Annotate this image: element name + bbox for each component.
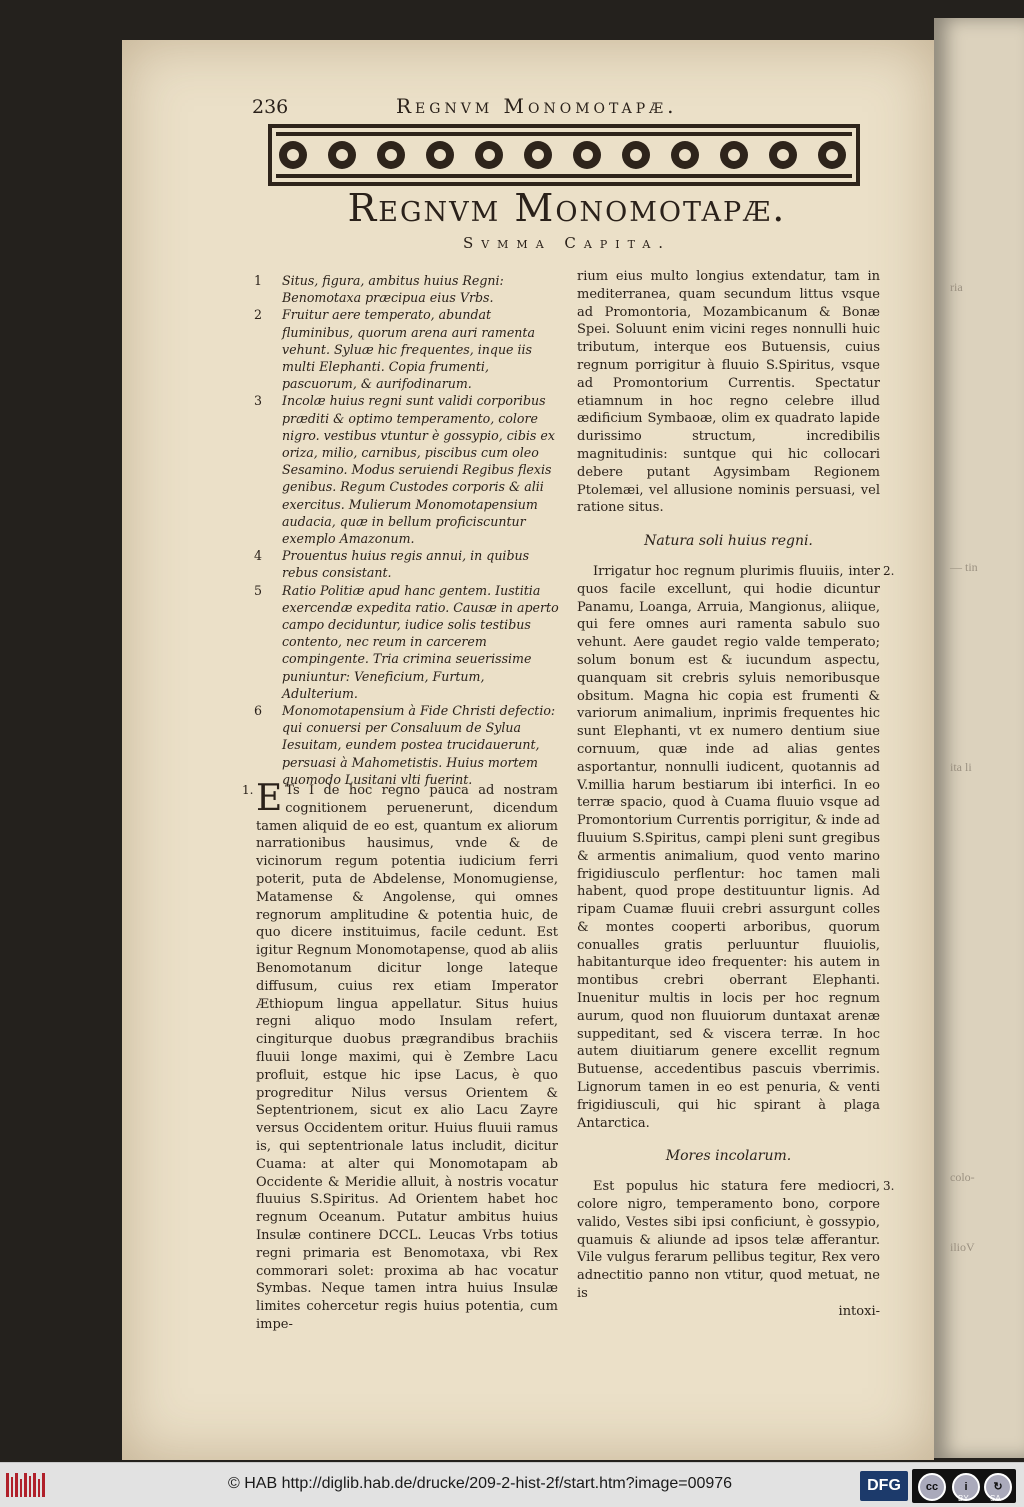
summary-number: 3 bbox=[254, 393, 263, 409]
scan-area: ria — tin ita li colo- ilioV 236 Regnvm Monomotapæ. Regnvm Monomotapæ. Svmma Capita. 1 Situs, figura, ambitus huius Regni: Benomotaxa præcipua eius Vrbs. 2 Fruitur aere temperato, abundat fluminibus, quorum arena auri ramenta vehunt. Syluæ hic frequentes, inque iis multi Elephanti. Copia frumenti, pascuorum, & aurifodinarum. 3 Incolæ huius regni sunt validi corporibus præditi & optimo temperamento, colore nigro. vestibus vtuntur è gossypio, cibis ex oriza, milio, carnibus, piscibus cum oleo Sesamino. Modus seruiendi Regibus flexis genibus. Regum Custodes corporis & alii exercitus. Mulierum Monomotapensium audacia, quæ in bellum proficiscuntur exemplo Amazonum. 4 Prouentus huius regis annui, in quibus rebus consistant. 5 Ratio Politiæ apud hanc gentem. Iustitia exercendæ expedita ratio. Causæ in aperto campo deciduntur, iudice solis testibus contento, nec reum in carcerem compingente. Tria crimina seuerissime puniuntur: Veneficium, Furtum, Adulterium. 6 Monomotapensium à Fide Christi defectio: qui conuersi per Consaluum de Sylua Iesuitam, eundem postea trucidauerunt, persuasi à Mahometistis. Huius mortem quomodo Lusitani vlti fuerint. 1. E Ts I de hoc regno pauca ad nostram cognitionem peruenerunt, dicendum tamen aliquid de eo est, quantum ex aliorum narrationibus hausimus, vnde & de vicinorum regum potentia iudicium ferri poterit, puta de Abdelense, Monomugiense, Matamense & Angolense, qui omnes regnorum amplitudine & potentia huic, de quo dicere instituimus, facile cedunt. Est igitur Regnum Monomotapense, quod ab aliis Benomotanum dicitur longe lateque diffusum, cuius rex etiam Imperator Æthiopum lingua appellatur. Situs huius regni aliquo modo Insulam refert, cingiturque duobus prægrandibus brachiis fluuii longe maximi, qui è Zembre Lacu profluit, estque hic ipse Lacus, è quo progreditur Nilus versus Orientem & Septentrionem, sicut ex alio Lacu Zayre versus Occidentem oritur. Huius fluuii ramus is, qui septentrionale latus includit, dicitur Cuama: at alter qui Monomotapam ab Occidente & Meridie alluit, à nostris vocatur fluuius S.Spiritus. Ad Orientem habet hoc regnum Oceanum. Putatur ambitus huius Insulæ continere DCCL. Leucas Vrbs totius regni primaria est Benomotaxa, vbi Rex commorari solet: proxima ab hac vocatur Symbas. Neque tamen intra huius Insulæ limites cohercetur regis huius potentia, cum impe- rium eius multo longius extendatur, tam in mediterranea, quam secundum littus vsque ad Promontoria, Mozambicanum & Bonæ Spei. Soluunt enim vicini reges nonnulli huic tributum, interque eos Butuensis, cuius regnum porrigitur à fluuio S.Spiritus, vsque ad Promontorium Currentis. Spectatur etiamnum in hoc regno celebre illud ædificium Symbaoæ, olim ex quadrato lapide durissimo structum, incredibilis magnitudinis: suntque qui hic collocari debere putant Agysimbam Regionem Ptolemæi, vel allusione nominis persuasi, vel ratione situs. Natura soli huius regni. 2. Irrigatur hoc regnum plurimis fluuiis, inter quos facile excellunt, qui hodie dicuntur Panamu, Loanga, Arruia, Mangionus, aliique, qui fere omnes auri ramenta sabulo suo vehunt. Aere gaudet regio valde temperato; solum bonum est & iucundum aspectu, quanquam sit crebris syluis nemoribusque obsitum. Magna hic copia est frumenti & variorum animalium, inprimis frequentes hic sunt Elephanti, vt ex numero dentium siue cornuum, quæ inde ad alias gentes asportantur, nonnulli iudicent, quotannis ad V.millia harum bestiarum ibi interfici. In eo terræ spacio, quod à Cuama fluuio vsque ad Promontorium Currentis porrigitur, & inde ad fluuium S.Spiritus, campi pleni sunt gregibus & armentis animalium, quod vento marino frigidiusculo perflentur: hoc tamen mali habent, quod prope destituuntur lignis. Ad ripam Cuamæ fluuii crebri assurgunt colles & montes cooperti arboribus, quorum conualles gratis perluuntur fluuiolis, habitanturque ideo frequenter: his autem in montibus crebri oberrant Elephanti. Inuenitur multis in locis per hoc regnum aurum, quod non fluuiorum duntaxat arenæ suppeditant, sed & viscera terræ. In hoc autem diuitiarum genere excellit regnum Butuense, accedentibus pascuis vberrimis. Lignorum tamen in eo est penuria, & venti frigidiusculi, qui hic spirant à plaga Antarctica. Mores incolarum. 3. Est populus hic statura fere mediocri, colore nigro, temperamento bono, corpore valido, Vestes sibi ipsi conficiunt, è gossypio, quamuis & aliunde ad ipsos telæ afferantur. Vile vulgus ferarum pellibus tegitur, Rex vero adnectitio panno non vtitur, quod metuat, ne is intoxi- bbox=[0, 0, 1024, 1462]
body-paragraph bbox=[242, 778, 558, 1334]
summary-item bbox=[254, 306, 564, 392]
summary-list bbox=[254, 272, 564, 788]
cc-sa-label: SA bbox=[990, 1494, 1001, 1503]
cc-by-label: BY bbox=[958, 1494, 969, 1503]
body-paragraph: Est populus hic statura fere mediocri, colore nigro, temperamento bono, corpore valido, Vestes sibi ipsi conficiunt, è gossypio, quamuis & aliunde ad ipsos telæ afferantur. Vile vulgus ferarum pellibus tegitur, Rex vero adnectitio panno non vtitur, quod metuat, ne is bbox=[577, 1179, 880, 1302]
paragraph-text: Ts I de hoc regno pauca ad nostram cognitionem peruenerunt, dicendum tamen aliquid de eo est, quantum ex aliorum narrationibus hausimus, vnde & de vicinorum regum potentia iudicium ferri poterit, puta de Abdelense, Monomugiense, Matamense & Angolense, qui omnes regnorum amplitudine & potentia huic, de quo dicere instituimus, facile cedunt. Est igitur Regnum Monomotapense, quod ab aliis Benomotanum dicitur longe lateque diffusum, cuius rex etiam Imperator Æthiopum lingua appellatur. Situs huius regni aliquo modo Insulam refert, cingiturque duobus prægrandibus brachiis fluuii longe maximi, qui è Zembre Lacu profluit, estque hic ipse Lacus, è quo progreditur Nilus versus Orientem & Septentrionem, sicut ex alio Lacu Zayre versus Occidentem oritur. Huius fluuii ramus is, qui septentrionale latus includit, dicitur Cuama: at alter qui Monomotapam ab Occidente & Meridie alluit, à nostris vocatur fluuius S.Spiritus. Ad Orientem habet hoc regnum Oceanum. Putatur ambitus huius Insulæ continere DCCL. Leucas Vrbs totius regni primaria est Benomotaxa, vbi Rex commorari solet: proxima ab hac vocatur Symbas. Neque tamen intra huius Insulæ limites cohercetur regis huius potentia, cum impe- bbox=[256, 783, 558, 1332]
running-head bbox=[252, 92, 722, 122]
summa-capita-heading: Svmma Capita. bbox=[462, 234, 672, 252]
summary-number: 2 bbox=[254, 307, 263, 323]
right-column bbox=[577, 268, 895, 1321]
summary-text: Incolæ huius regni sunt validi corporibus præditi & optimo temperamento, colore nigro. vestibus vtuntur è gossypio, cibis ex oriza, milio, carnibus, piscibus cum oleo Sesamino. Modus seruiendi Regibus flexis genibus. Regum Custodes corporis & alii exercitus. Mulierum Monomotapensium audacia, quæ in bellum proficiscuntur exemplo Amazonum. bbox=[282, 393, 555, 547]
left-column bbox=[242, 778, 558, 1334]
summary-item bbox=[254, 272, 564, 306]
copyright-link[interactable]: © HAB http://diglib.hab.de/drucke/209-2-hist-2f/start.htm?image=00976 bbox=[228, 1475, 733, 1492]
summary-text: Fruitur aere temperato, abundat fluminibus, quorum arena auri ramenta vehunt. Syluæ hic frequentes, inque iis multi Elephanti. Copia frumenti, pascuorum, & aurifodinarum. bbox=[282, 307, 535, 392]
margin-number: 1. bbox=[242, 783, 254, 797]
page-number: 236 bbox=[252, 96, 289, 118]
summary-text: Ratio Politiæ apud hanc gentem. Iustitia exercendæ expedita ratio. Causæ in aperto campo deciduntur, iudice solis testibus contento, nec reum in carcerem compingente. Tria crimina seuerissime puniuntur: Veneficium, Furtum, Adulterium. bbox=[282, 582, 559, 701]
summary-item bbox=[254, 582, 564, 702]
summary-item bbox=[254, 547, 564, 581]
hab-logo-icon bbox=[6, 1471, 46, 1499]
ornamental-band bbox=[268, 124, 860, 186]
summary-text: Prouentus huius regis annui, in quibus rebus consistant. bbox=[282, 548, 530, 581]
summary-number: 4 bbox=[254, 548, 263, 564]
body-paragraph: rium eius multo longius extendatur, tam in mediterranea, quam secundum littus vsque ad Promontoria, Mozambicanum & Bonæ Spei. Soluunt enim vicini reges nonnulli huic tributum, interque eos Butuensis, cuius regnum porrigitur à fluuio S.Spiritus, vsque ad Promontorium Currentis. Spectatur etiamnum in hoc regno celebre illud ædificium Symbaoæ, olim ex quadrato lapide durissimo structum, incredibilis magnitudinis: suntque qui hic collocari debere putant Agysimbam Regionem Ptolemæi, vel allusione nominis persuasi, vel ratione situs. bbox=[577, 269, 880, 516]
summary-item bbox=[254, 702, 564, 788]
share-alike-icon: ↻ bbox=[984, 1473, 1012, 1501]
margin-number: 2. bbox=[883, 563, 895, 578]
drop-cap: E bbox=[256, 778, 283, 819]
running-title: Regnvm Monomotapæ. bbox=[396, 94, 678, 118]
summary-number: 5 bbox=[254, 582, 263, 598]
catchword: intoxi- bbox=[838, 1303, 880, 1319]
section-customs bbox=[577, 1178, 895, 1303]
body-paragraph: Irrigatur hoc regnum plurimis fluuiis, inter quos facile excellunt, qui hodie dicuntur Panamu, Loanga, Arruia, Mangionus, aliique, qui fere omnes auri ramenta sabulo suo vehunt. Aere gaudet regio valde temperato; solum bonum est & iucundum aspectu, quanquam sit crebris syluis nemoribusque obsitum. Magna hic copia est frumenti & variorum animalium, inprimis frequentes hic sunt Elephanti, vt ex numero dentium siue cornuum, quæ inde ad alias gentes asportantur, nonnulli iudicent, quotannis ad V.millia harum bestiarum ibi interfici. In eo terræ spacio, quod à Cuama fluuio vsque ad Promontorium Currentis porrigitur, & inde ad fluuium S.Spiritus, campi pleni sunt gregibus & armentis animalium, quod vento marino frigidiusculo perflentur: hoc tamen mali habent, quod prope destituuntur lignis. Ad ripam Cuamæ fluuii crebri assurgunt colles & montes cooperti arboribus, quorum conualles gratis perluuntur fluuiolis, habitanturque ideo frequenter: his autem in montibus crebri oberrant Elephanti. Inuenitur multis in locis per hoc regnum aurum, quod non fluuiorum duntaxat arenæ suppeditant, sed & viscera terræ. In hoc autem diuitiarum genere excellit regnum Butuense, accedentibus pascuis vberrimis. Lignorum tamen in eo est penuria, & venti frigidiusculi, qui hic spirant à plaga Antarctica. bbox=[577, 563, 880, 1131]
section-heading-soil: Natura soli huius regni. bbox=[644, 533, 813, 550]
adjacent-page-edge bbox=[934, 18, 1024, 1458]
summary-number: 6 bbox=[254, 703, 263, 719]
summary-number: 1 bbox=[254, 273, 263, 288]
dfg-logo[interactable]: DFG bbox=[860, 1471, 908, 1501]
cc-icon: cc bbox=[918, 1473, 946, 1501]
margin-number: 3. bbox=[883, 1179, 895, 1194]
summary-text: Situs, figura, ambitus huius Regni: Benomotaxa præcipua eius Vrbs. bbox=[282, 273, 504, 306]
section-heading-customs: Mores incolarum. bbox=[665, 1148, 792, 1165]
cc-license-badge[interactable] bbox=[912, 1469, 1016, 1503]
viewer-footer bbox=[0, 1462, 1024, 1507]
section-soil bbox=[577, 563, 895, 1133]
attribution-icon: i bbox=[952, 1473, 980, 1501]
chapter-title: Regnvm Monomotapæ. bbox=[347, 186, 787, 230]
summary-text: Monomotapensium à Fide Christi defectio: qui conuersi per Consaluum de Sylua Iesuitam, eundem postea trucidauerunt, persuasi à Mahometistis. Huius mortem quomodo Lusitani vlti fuerint. bbox=[282, 703, 556, 787]
summary-item bbox=[254, 392, 564, 547]
